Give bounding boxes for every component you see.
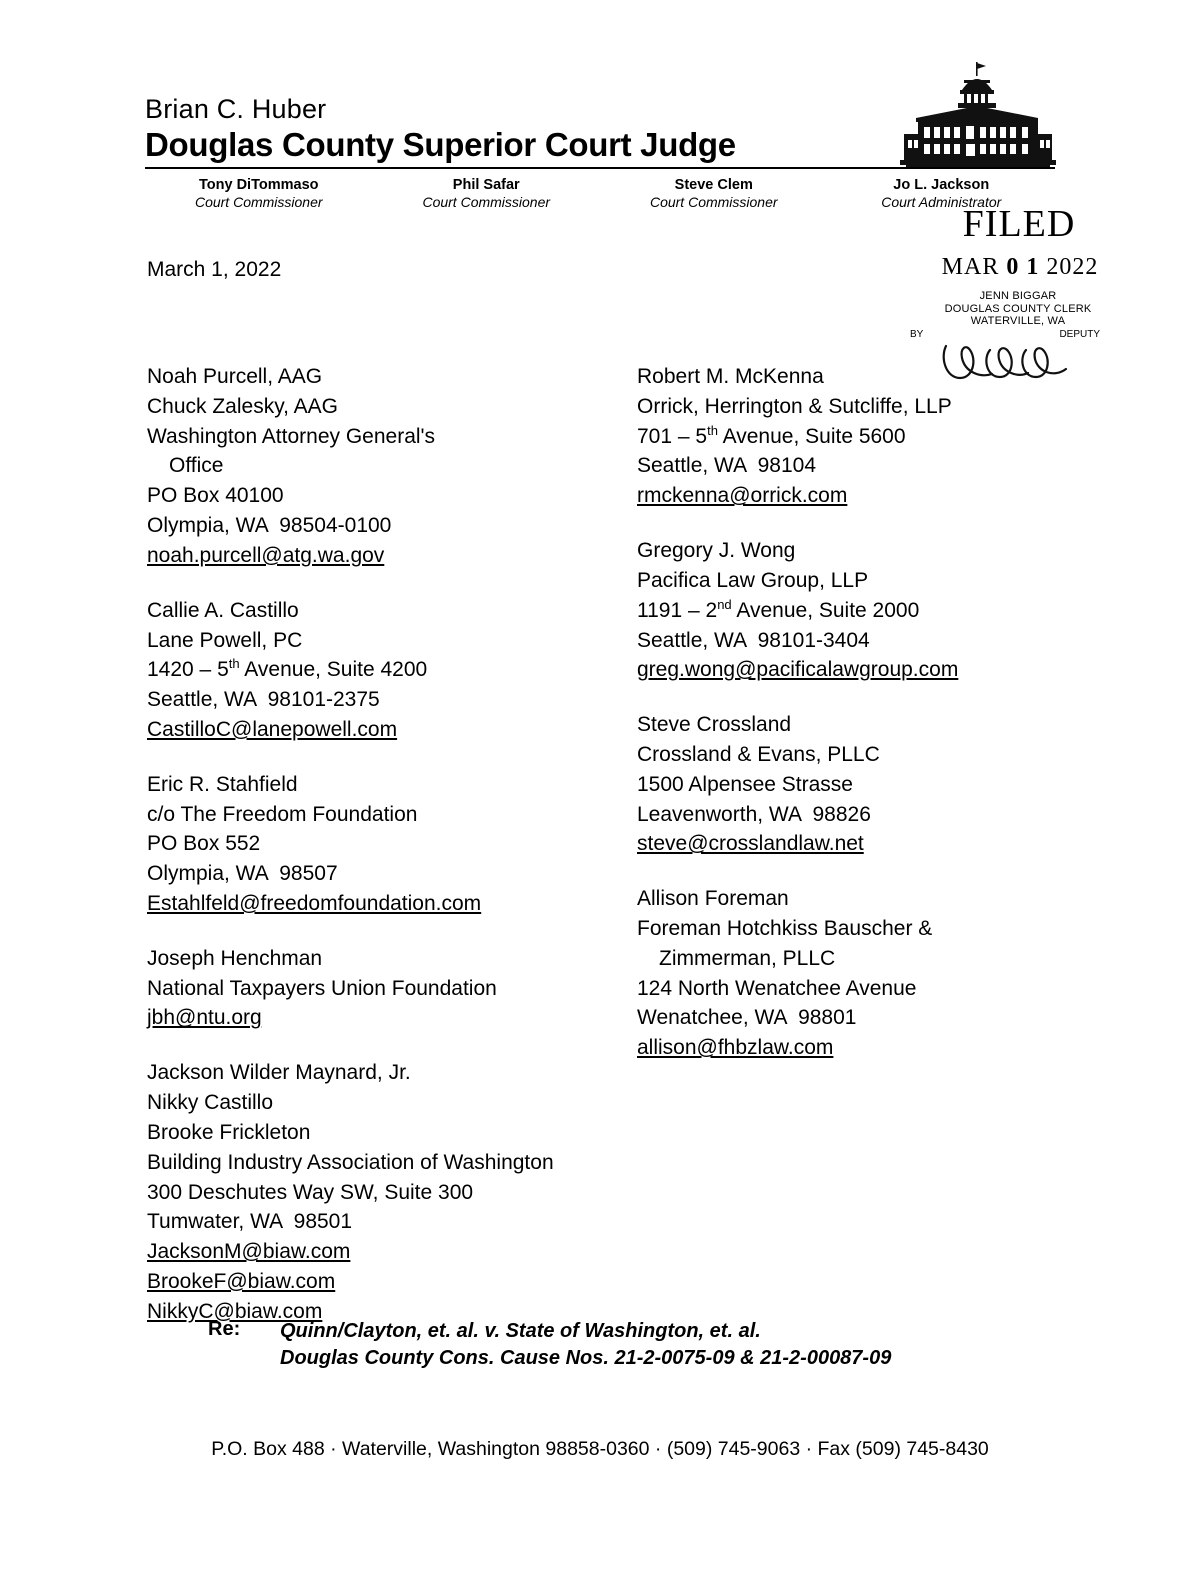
recipient-line: Tumwater, WA 98501 [147,1210,353,1234]
re-line-2: Douglas County Cons. Cause Nos. 21-2-0075-09 & 21-2-00087-09 [280,1347,892,1369]
letterhead [145,95,1055,212]
recipient-line: Callie A. Castillo [147,598,299,622]
recipient-line: Leavenworth, WA 98826 [637,802,871,826]
recipient-line: Nikky Castillo [147,1091,274,1115]
officer-entry [600,176,828,212]
judge-name: Brian C. Huber [145,94,327,124]
recipient-line: PO Box 40100 [147,484,284,508]
recipient-line: 701 – 5th Avenue, Suite 5600 [637,422,906,448]
recipient-line: Foreman Hotchkiss Bauscher & [637,917,933,940]
recipient-line: 300 Deschutes Way SW, Suite 300 [147,1180,474,1204]
officer-title: Court Commissioner [649,194,778,211]
court-title: Douglas County Superior Court Judge [145,125,736,163]
re-line-1: Quinn/Clayton, et. al. v. State of Washington, et. al. [280,1320,761,1342]
recipient-line: c/o The Freedom Foundation [147,802,418,826]
recipient-line: Zimmerman, PLLC [659,946,836,970]
recipient-block [637,362,1067,511]
clerk-office: DOUGLAS COUNTY CLERK [944,302,1092,315]
recipient-line: Olympia, WA 98504-0100 [147,514,392,538]
officer-name: Phil Safar [452,176,520,193]
officer-name: Steve Clem [674,176,753,193]
recipient-block [637,884,1067,1063]
letter-date: March 1, 2022 [147,258,282,281]
filed-stamp [900,205,1110,340]
recipient-block [147,770,637,919]
recipients-right-column [637,362,1067,1352]
recipient-line: Chuck Zalesky, AAG [147,394,339,418]
recipient-line: Robert M. McKenna [637,365,824,388]
clerk-block [926,290,1110,328]
officer-entry [373,176,601,212]
recipient-line: Washington Attorney General's [147,424,436,448]
recipient-line: Seattle, WA 98101-3404 [637,628,870,652]
filed-day: 0 1 [1006,254,1040,280]
recipient-address-columns [147,362,1067,1352]
officer-title: Court Administrator [881,194,1002,211]
deputy-label: DEPUTY [1059,328,1100,340]
re-label: Re: [208,1318,241,1340]
officer-name: Tony DiTommaso [199,176,319,193]
recipient-email[interactable]: steve@crosslandlaw.net [637,832,864,856]
recipients-left-column [147,362,637,1352]
recipient-line: Eric R. Stahfield [147,772,298,796]
recipient-line: Crossland & Evans, PLLC [637,742,880,766]
recipient-line: PO Box 552 [147,832,261,856]
by-deputy-line [910,329,1100,340]
recipient-line: Allison Foreman [637,887,789,911]
recipient-line: Lane Powell, PC [147,628,303,652]
recipient-block [637,536,1067,685]
recipient-email[interactable]: greg.wong@pacificalawgroup.com [637,658,959,682]
recipient-line: Office [169,454,224,478]
page-footer: P.O. Box 488 · Waterville, Washington 98858-0360 · (509) 745-9063 · Fax (509) 745-8430 [211,1438,989,1460]
re-subject [208,1318,891,1372]
recipient-email[interactable]: jbh@ntu.org [147,1006,262,1030]
clerk-city: WATERVILLE, WA [970,315,1066,328]
recipient-line: 1191 – 2nd Avenue, Suite 2000 [637,596,920,622]
recipient-block [637,710,1067,859]
recipient-block [147,944,637,1033]
recipient-line: Brooke Frickleton [147,1120,311,1144]
officer-title: Court Commissioner [422,194,551,211]
recipient-line: Wenatchee, WA 98801 [637,1006,857,1030]
recipient-line: National Taxpayers Union Foundation [147,976,497,1000]
recipient-line: Pacifica Law Group, LLP [637,568,869,592]
officer-entry [145,176,373,212]
recipient-block [147,362,637,571]
by-label: BY [910,328,924,340]
recipient-line: Seattle, WA 98101-2375 [147,688,380,712]
recipient-block [147,596,637,745]
recipient-email[interactable]: BrookeF@biaw.com [147,1269,336,1293]
filed-year: 2022 [1046,254,1099,280]
recipient-line: Building Industry Association of Washington [147,1150,554,1174]
officer-name: Jo L. Jackson [893,176,990,193]
filed-date [930,254,1110,281]
recipient-block [147,1058,637,1326]
recipient-line: Steve Crossland [637,713,792,737]
officer-title: Court Commissioner [194,194,323,211]
recipient-email[interactable]: Estahlfeld@freedomfoundation.com [147,892,482,915]
filed-month: MAR [941,254,1000,280]
recipient-line: 1500 Alpensee Strasse [637,772,853,796]
recipient-email[interactable]: allison@fhbzlaw.com [637,1036,834,1060]
recipient-email[interactable]: rmckenna@orrick.com [637,484,848,508]
recipient-line: Gregory J. Wong [637,539,796,563]
recipient-line: Joseph Henchman [147,946,323,970]
clerk-name: JENN BIGGAR [979,290,1057,302]
recipient-email[interactable]: JacksonM@biaw.com [147,1240,351,1264]
recipient-line: Jackson Wilder Maynard, Jr. [147,1061,411,1085]
recipient-line: 1420 – 5th Avenue, Suite 4200 [147,656,428,682]
recipient-line: Orrick, Herrington & Sutcliffe, LLP [637,394,952,418]
recipient-email[interactable]: noah.purcell@atg.wa.gov [147,543,385,567]
recipient-line: Noah Purcell, AAG [147,365,323,388]
recipient-line: 124 North Wenatchee Avenue [637,976,917,1000]
recipient-email[interactable]: NikkyC@biaw.com [147,1299,323,1323]
recipient-line: Seattle, WA 98104 [637,454,817,478]
filed-label: FILED [962,203,1076,245]
recipient-line: Olympia, WA 98507 [147,862,338,886]
header-divider [145,167,1055,169]
recipient-email[interactable]: CastilloC@lanepowell.com [147,717,398,741]
